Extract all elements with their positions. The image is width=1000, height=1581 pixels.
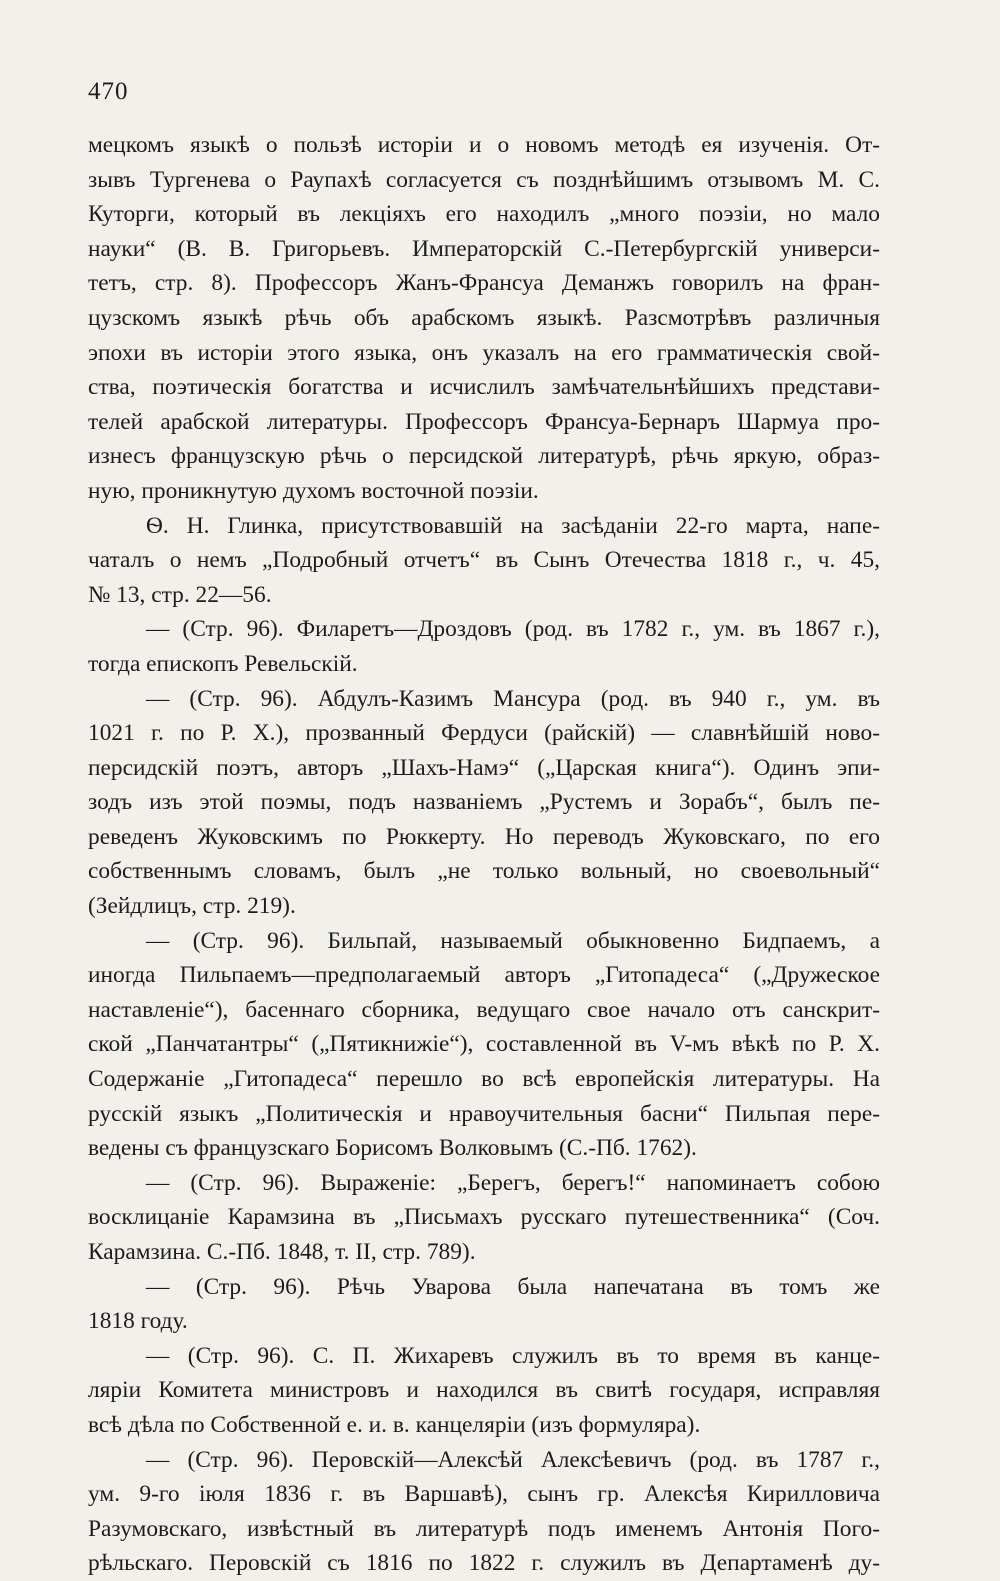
text-line: тетъ, стр. 8). Профессоръ Жанъ-Франсуа Деманжъ говорилъ на фран- bbox=[88, 270, 880, 297]
text-line: собственнымъ словамъ, былъ „не только вольный, но своевольный“ bbox=[88, 858, 880, 885]
text-line: цузскомъ языкѣ рѣчь объ арабскомъ языкѣ. Разсмотрѣвъ различныя bbox=[88, 304, 880, 331]
text-line: иногда Пильпаемъ—предполагаемый авторъ „Гитопадеса“ („Дружеское bbox=[88, 962, 880, 989]
text-line: восклицаніе Карамзина въ „Письмахъ русскаго путешественника“ (Соч. bbox=[88, 1204, 880, 1231]
text-line: Ѳ. Н. Глинка, присутствовавшій на засѣданіи 22-го марта, напе- bbox=[146, 512, 880, 539]
text-line: чаталъ о немъ „Подробный отчетъ“ въ Сынъ Отечества 1818 г., ч. 45, bbox=[88, 547, 880, 574]
text-line: ум. 9-го іюля 1836 г. въ Варшавѣ), сынъ гр. Алексѣя Кирилловича bbox=[88, 1481, 880, 1508]
page-number: 470 bbox=[88, 78, 129, 105]
text-line: русскій языкъ „Политическія и нравоучительныя басни“ Пильпая пере- bbox=[88, 1100, 880, 1127]
text-line: — (Стр. 96). С. П. Жихаревъ служилъ въ то время въ канце- bbox=[146, 1342, 880, 1369]
text-line: — (Стр. 96). Перовскій—Алексѣй Алексѣевичъ (род. въ 1787 г., bbox=[146, 1446, 880, 1473]
text-line: реведенъ Жуковскимъ по Рюккерту. Но переводъ Жуковскаго, по его bbox=[88, 823, 880, 850]
text-line: (Зейдлицъ, стр. 219). bbox=[88, 893, 296, 920]
text-line: Куторги, который въ лекціяхъ его находилъ „много поэзіи, но мало bbox=[88, 201, 880, 228]
text-line: персидскій поэтъ, авторъ „Шахъ-Намэ“ („Царская книга“). Одинъ эпи- bbox=[88, 754, 880, 781]
text-line: Содержаніе „Гитопадеса“ перешло во всѣ европейскія литературы. На bbox=[88, 1066, 880, 1093]
text-line: мецкомъ языкѣ о пользѣ исторіи и о новомъ методѣ ея изученія. От- bbox=[88, 132, 880, 158]
text-line: — (Стр. 96). Выраженіе: „Берегъ, берегъ!“ напоминаетъ собою bbox=[146, 1169, 880, 1196]
text-line: — (Стр. 96). Филаретъ—Дроздовъ (род. въ 1782 г., ум. въ 1867 г.), bbox=[146, 616, 880, 643]
text-line: изнесъ французскую рѣчь о персидской литературѣ, рѣчь яркую, образ- bbox=[88, 443, 880, 470]
text-line: эпохи въ исторіи этого языка, онъ указалъ на его грамматическія свой- bbox=[88, 339, 880, 366]
text-line: рѣльскаго. Перовскій съ 1816 по 1822 г. служилъ въ Департаменѣ ду- bbox=[88, 1550, 880, 1577]
text-line: ской „Панчатантры“ („Пятикнижіе“), составленной въ V-мъ вѣкѣ по Р. Х. bbox=[88, 1031, 880, 1058]
text-line: 1021 г. по Р. Х.), прозванный Фердуси (райскій) — славнѣйшій ново- bbox=[88, 720, 880, 747]
text-line: 1818 году. bbox=[88, 1308, 188, 1335]
text-line: Разумовскаго, извѣстный въ литературѣ подъ именемъ Антонія Пого- bbox=[88, 1515, 880, 1542]
text-line: телей арабской литературы. Профессоръ Франсуа-Бернаръ Шармуа про- bbox=[88, 408, 880, 435]
body-text bbox=[88, 128, 880, 1581]
text-line: ведены съ французскаго Борисомъ Волковымъ (С.-Пб. 1762). bbox=[88, 1135, 697, 1162]
text-line: тогда епископъ Ревельскій. bbox=[88, 650, 358, 677]
text-line: ляріи Комитета министровъ и находился въ свитѣ государя, исправляя bbox=[88, 1377, 880, 1404]
text-line: зодъ изъ этой поэмы, подъ названіемъ „Рустемъ и Зорабъ“, былъ пе- bbox=[88, 789, 880, 816]
text-line: наставленіе“), басеннаго сборника, ведущаго свое начало отъ санскрит- bbox=[88, 996, 880, 1023]
text-line: всѣ дѣла по Собственной е. и. в. канцеляріи (изъ формуляра). bbox=[88, 1411, 701, 1438]
text-line: — (Стр. 96). Абдулъ-Казимъ Мансура (род. въ 940 г., ум. въ bbox=[146, 685, 880, 712]
text-line: ную, проникнутую духомъ восточной поэзіи. bbox=[88, 477, 539, 504]
text-line: — (Стр. 96). Рѣчь Уварова была напечатана въ томъ же bbox=[146, 1273, 880, 1300]
text-line: зывъ Тургенева о Раупахѣ согласуется съ позднѣйшимъ отзывомъ М. С. bbox=[88, 166, 880, 193]
text-line: ства, поэтическія богатства и исчислилъ замѣчательнѣйшихъ представи- bbox=[88, 374, 880, 401]
text-line: Карамзина. С.-Пб. 1848, т. II, стр. 789). bbox=[88, 1239, 476, 1265]
text-line: — (Стр. 96). Бильпай, называемый обыкновенно Бидпаемъ, а bbox=[146, 927, 880, 954]
text-line: науки“ (В. В. Григорьевъ. Императорскій С.-Петербургскій универси- bbox=[88, 235, 880, 262]
text-line: № 13, стр. 22—56. bbox=[88, 581, 272, 608]
